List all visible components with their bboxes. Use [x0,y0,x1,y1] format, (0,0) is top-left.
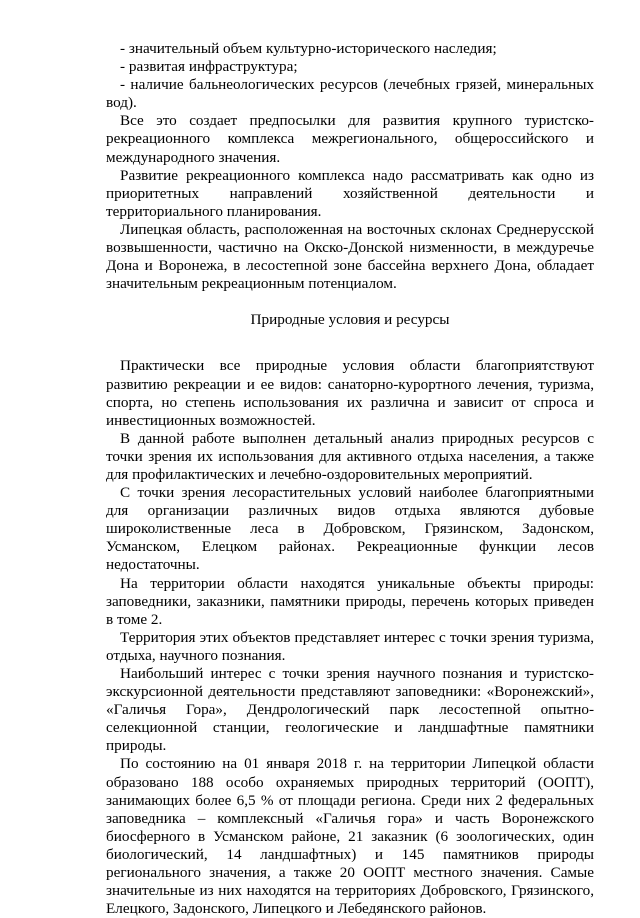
paragraph: В данной работе выполнен детальный анализ природных ресурсов с точки зрения их использования для активного отдыха населения, а также для профилактических и лечебно-оздоровительных мероприятий. [106,429,594,483]
paragraph: Наибольший интерес с точки зрения научного познания и туристско-экскурсионной деятельности представляют заповедники: «Воронежский», «Галичья Гора», Дендрологический парк лесостепной опытно-селекционной станции, геологические и ландшафтные памятники природы. [106,665,594,755]
list-item: - значительный объем культурно-исторического наследия; [120,40,497,57]
list-item: - наличие бальнеологических ресурсов (лечебных грязей, минеральных вод). [106,76,594,112]
paragraph: По состоянию на 01 января 2018 г. на территории Липецкой области образовано 188 особо охраняемых природных территорий (ООПТ), занимающих более 6,5 % от площади региона. Среди них 2 федеральных заповедника – комплексный «Галичья гора» и часть Воронежского биосферного в Усманском районе, 21 заказник (6 зоологических, один биологический, 14 ландшафтных) и 145 памятников природы регионального значения, а также 20 ООПТ местного значения. Самые значительные из них находятся на территориях Добровского, Грязинского, Елецкого, Задонского, Липецкого и Лебедянского районов. [106,755,594,918]
paragraph: Практически все природные условия области благоприятствуют развитию рекреации и ее видов: санаторно-курортного лечения, туризма, спорта, но степень использования их различна и зависит от спроса и инвестиционных возможностей. [106,357,594,429]
paragraph: Развитие рекреационного комплекса надо рассматривать как одно из приоритетных направлений хозяйственной деятельности и территориального планирования. [106,166,594,220]
paragraph: На территории области находятся уникальные объекты природы: заповедники, заказники, памятники природы, перечень которых приведен в томе 2. [106,574,594,628]
paragraph: Все это создает предпосылки для развития крупного туристско-рекреационного комплекса межрегионального, общероссийского и международного значения. [106,112,594,166]
section-heading: Природные условия и ресурсы [250,311,450,329]
document-page [106,40,594,918]
paragraph: Липецкая область, расположенная на восточных склонах Среднерусской возвышенности, частично на Окско-Донской низменности, в междуречье Дона и Воронежа, в лесостепной зоне бассейна верхнего Дона, обладает значительным рекреационным потенциалом. [106,220,594,293]
paragraph: Территория этих объектов представляет интерес с точки зрения туризма, отдыха, научного познания. [106,628,594,664]
paragraph: С точки зрения лесорастительных условий наиболее благоприятными для организации различных видов отдыха являются дубовые широколиственные леса в Добровском, Грязинском, Задонском, Усманском, Елецком районах. Рекреационные функции лесов недостаточны. [106,484,594,574]
list-item: - развитая инфраструктура; [120,58,298,76]
